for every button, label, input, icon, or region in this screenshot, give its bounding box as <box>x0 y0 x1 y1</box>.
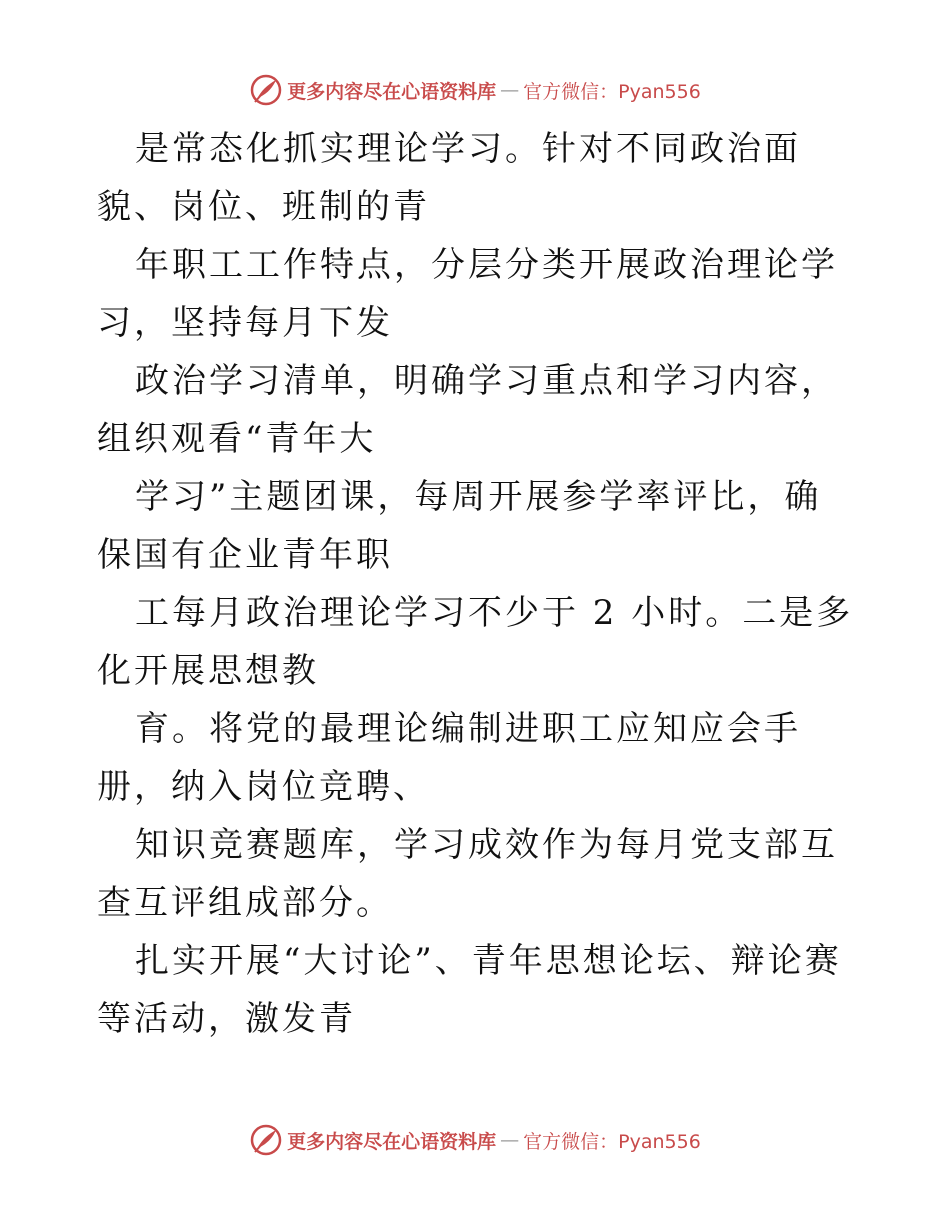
paragraph-line: 学习”主题团课，每周开展参学率评比，确保国有企业青年职 <box>97 477 822 575</box>
watermark-contact: 官方微信：Pyan556 <box>523 80 701 103</box>
watermark-brand: 更多内容尽在心语资料库 <box>287 80 497 103</box>
paragraph-line: 年职工工作特点，分层分类开展政治理论学习，坚持每月下发 <box>97 245 838 343</box>
quill-logo-icon <box>249 73 283 107</box>
document-body <box>97 120 857 1048</box>
paragraph-line: 工每月政治理论学习不少于 2 小时。二是多化开展思想教 <box>97 593 854 691</box>
paragraph-line: 政治学习清单，明确学习重点和学习内容，组织观看“青年大 <box>97 361 838 459</box>
footer-watermark <box>0 1122 950 1158</box>
paragraph-line: 育。将党的最理论编制进职工应知应会手册，纳入岗位竞聘、 <box>97 709 801 807</box>
watermark-brand: 更多内容尽在心语资料库 <box>287 1130 497 1153</box>
header-watermark <box>0 72 950 108</box>
watermark-dash: — <box>500 1129 520 1151</box>
watermark-contact: 官方微信：Pyan556 <box>523 1130 701 1153</box>
paragraph-line: 知识竞赛题库，学习成效作为每月党支部互查互评组成部分。 <box>97 825 838 923</box>
watermark-dash: — <box>500 79 520 101</box>
paragraph-line: 是常态化抓实理论学习。针对不同政治面貌、岗位、班制的青 <box>97 129 801 227</box>
paragraph-line: 扎实开展“大讨论”、青年思想论坛、辩论赛等活动，激发青 <box>97 941 842 1039</box>
quill-logo-icon <box>249 1123 283 1157</box>
